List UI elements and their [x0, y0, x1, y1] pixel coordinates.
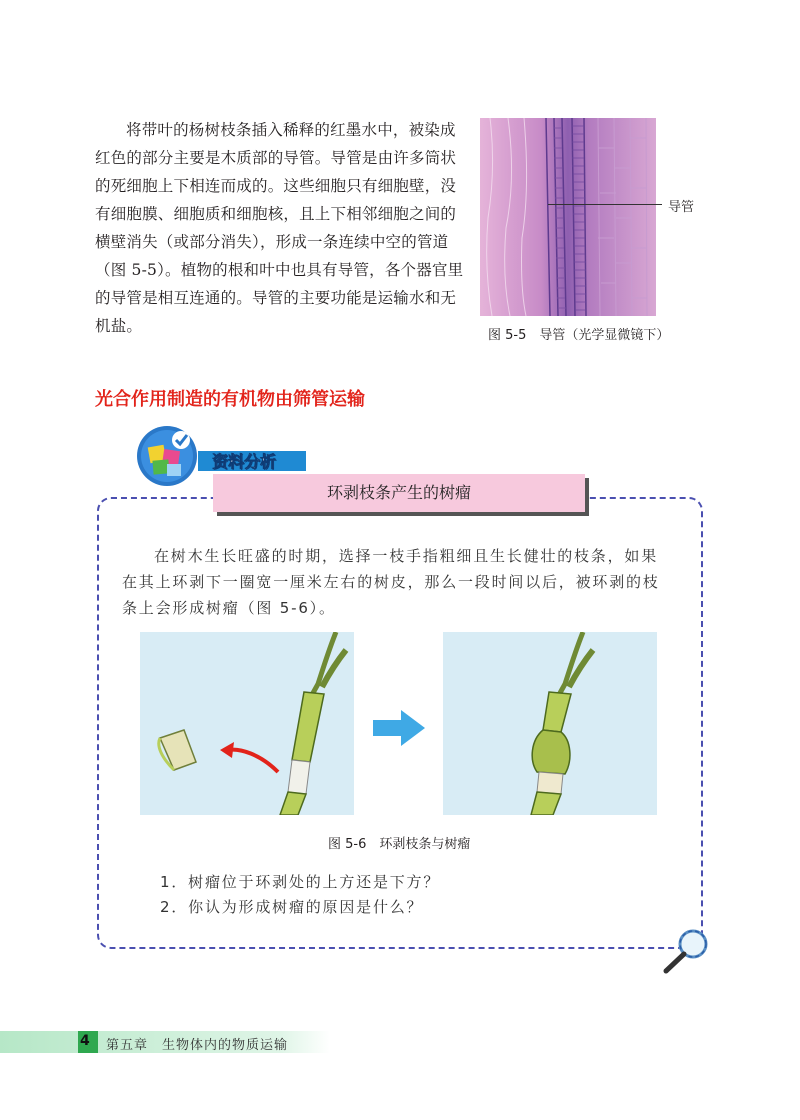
data-box-text: [122, 543, 674, 621]
branch-burl-illustration: [443, 632, 657, 815]
figure-5-5-caption: 图 5-5 导管（光学显微镜下）: [488, 328, 670, 343]
puzzle-badge-icon: [135, 424, 199, 488]
girdled-branch-illustration: [140, 632, 354, 815]
vessel-micrograph: [480, 118, 656, 316]
right-arrow-icon: [373, 710, 425, 746]
page-number: 4: [80, 1033, 90, 1049]
question-list: [160, 870, 440, 920]
vessel-label: 导管: [668, 200, 695, 215]
intro-paragraph: 将带叶的杨树枝条插入稀释的红墨水中，被染成红色的部分主要是木质部的导管。导管是由许多筒状的死细胞上下相连而成的。这些细胞只有细胞壁，没有细胞膜、细胞质和细胞核，且上下相邻细胞之间的横壁消失（或部分消失），形成一条连续中空的管道（图 5-5）。植物的根和叶中也具有导管，各个器官里的导管是相互连通的。导管的主要功能是运输水和无机盐。: [95, 121, 464, 335]
micro-pointer-line: [548, 204, 662, 205]
question-item: 1．树瘤位于环剥处的上方还是下方？: [160, 873, 441, 891]
section-heading: 光合作用制造的有机物由筛管运输: [95, 389, 365, 410]
data-box-paragraph: 在树木生长旺盛的时期，选择一枝手指粗细且生长健壮的枝条，如果在其上环剥下一圈宽一厘米左右的树皮，那么一段时间以后，被环剥的枝条上会形成树瘤（图 5-6）。: [122, 547, 660, 617]
magnifier-icon: [660, 927, 712, 975]
chapter-title: 第五章 生物体内的物质运输: [106, 1038, 289, 1053]
question-item: 2．你认为形成树瘤的原因是什么？: [160, 898, 424, 916]
data-box-title: 环剥枝条产生的树瘤: [213, 474, 585, 512]
figure-5-6-caption: 图 5-6 环剥枝条与树瘤: [328, 837, 471, 852]
data-analysis-badge-label: 资料分析: [212, 452, 277, 471]
intro-text: [95, 116, 467, 340]
